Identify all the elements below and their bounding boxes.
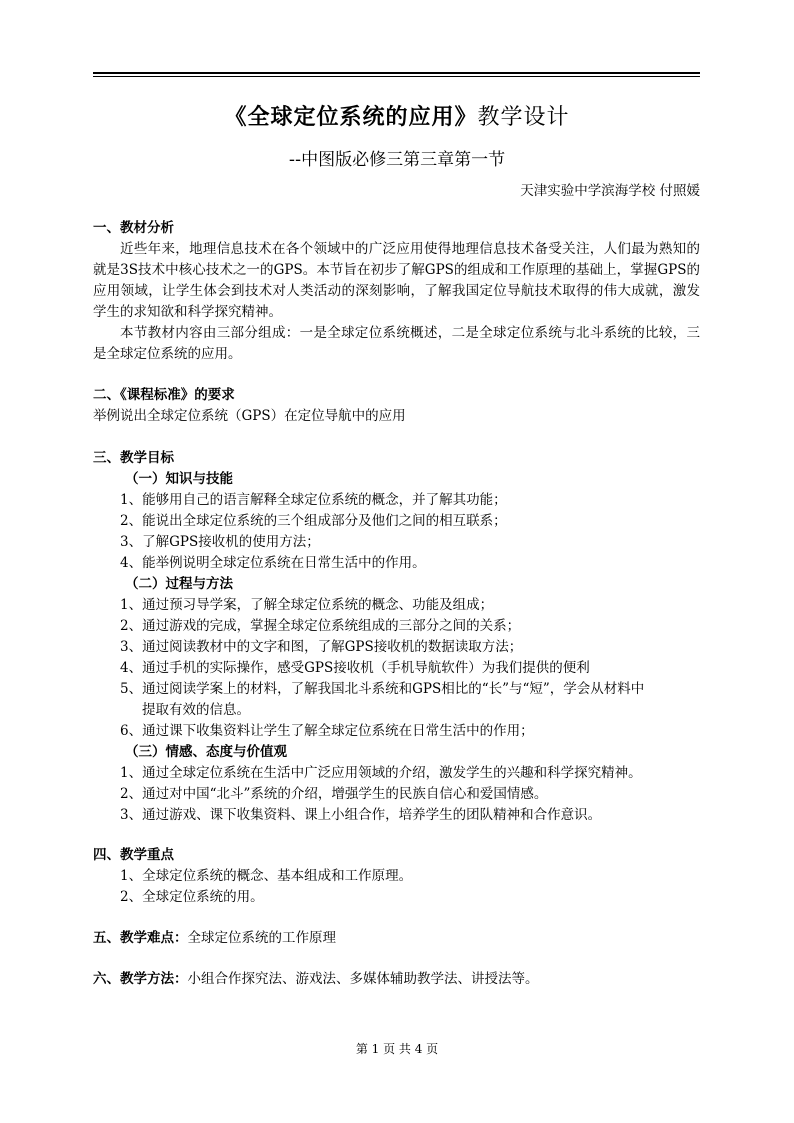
- list-item: 2、通过对中国“北斗”系统的介绍，增强学生的民族自信心和爱国情感。: [120, 786, 548, 802]
- paragraph: 小组合作探究法、游戏法、多媒体辅助教学法、讲授法等。: [187, 971, 539, 987]
- section-heading: 二、《课程标准》的要求: [93, 387, 235, 403]
- page-number: 第 1 页 共 4 页: [355, 1042, 439, 1056]
- list-item: 4、能举例说明全球定位系统在日常生活中的作用。: [120, 555, 426, 571]
- header-rule-thick: [93, 72, 700, 74]
- section-standards: [93, 385, 700, 427]
- section-heading: 四、教学重点: [93, 847, 174, 863]
- document-subtitle: --中图版必修三第三章第一节: [288, 150, 506, 170]
- section-analysis: [93, 218, 700, 365]
- section-objectives: [93, 448, 700, 826]
- section-key-points: [93, 845, 700, 908]
- section-heading: 六、教学方法：: [93, 971, 188, 987]
- list-item: 2、全球定位系统的用。: [120, 889, 264, 905]
- paragraph: 举例说出全球定位系统（GPS）在定位导航中的应用: [93, 408, 406, 424]
- list-item: 1、通过预习导学案，了解全球定位系统的概念、功能及组成；: [120, 597, 494, 613]
- list-item: 1、能够用自己的语言解释全球定位系统的概念，并了解其功能；: [120, 492, 507, 508]
- list-item-continuation: 提取有效的信息。: [142, 702, 250, 718]
- subheading: （一）知识与技能: [125, 471, 233, 487]
- section-difficulties: [93, 928, 700, 949]
- list-item: 3、了解GPS接收机的使用方法；: [120, 534, 320, 550]
- paragraph: 近些年来，地理信息技术在各个领域中的广泛应用使得地理信息技术备受关注，人们最为熟知的就是3S技术中核心技术之一的GPS。本节旨在初步了解GPS的组成和工作原理的基础上，掌握GPS的应用领域，让学生体会到技术对人类活动的深刻影响，了解我国定位导航技术取得的伟大成就，激发学生的求知欲和科学探究精神。: [93, 241, 700, 320]
- subheading: （二）过程与方法: [125, 576, 233, 592]
- list-item: 1、全球定位系统的概念、基本组成和工作原理。: [120, 868, 413, 884]
- paragraph: 全球定位系统的工作原理: [187, 930, 336, 946]
- header-rule-thin: [93, 76, 700, 77]
- section-heading: 一、教材分析: [93, 220, 174, 236]
- list-item: 1、通过全球定位系统在生活中广泛应用领域的介绍，激发学生的兴趣和科学探究精神。: [120, 765, 642, 781]
- section-methods: [93, 969, 700, 990]
- list-item: 2、通过游戏的完成，掌握全球定位系统组成的三部分之间的关系；: [120, 618, 521, 634]
- list-item: 6、通过课下收集资料让学生了解全球定位系统在日常生活中的作用；: [120, 723, 534, 739]
- section-heading: 三、教学目标: [93, 450, 174, 466]
- list-item: 3、通过阅读教材中的文字和图，了解GPS接收机的数据读取方法；: [120, 639, 523, 655]
- list-item: 3、通过游戏、课下收集资料、课上小组合作，培养学生的团队精神和合作意识。: [120, 807, 602, 823]
- list-item: 2、能说出全球定位系统的三个组成部分及他们之间的相互联系；: [120, 513, 507, 529]
- author-line: 天津实验中学滨海学校 付照媛: [520, 183, 700, 199]
- subheading: （三）情感、态度与价值观: [125, 744, 287, 760]
- document-title: 《全球定位系统的应用》教学设计: [224, 105, 570, 130]
- paragraph: 本节教材内容由三部分组成：一是全球定位系统概述，二是全球定位系统与北斗系统的比较，三是全球定位系统的应用。: [93, 325, 700, 362]
- list-item: 5、通过阅读学案上的材料，了解我国北斗系统和GPS相比的“长”与“短”，学会从材料中: [120, 681, 645, 697]
- section-heading: 五、教学难点：: [93, 930, 188, 946]
- list-item: 4、通过手机的实际操作，感受GPS接收机（手机导航软件）为我们提供的便利: [120, 660, 590, 676]
